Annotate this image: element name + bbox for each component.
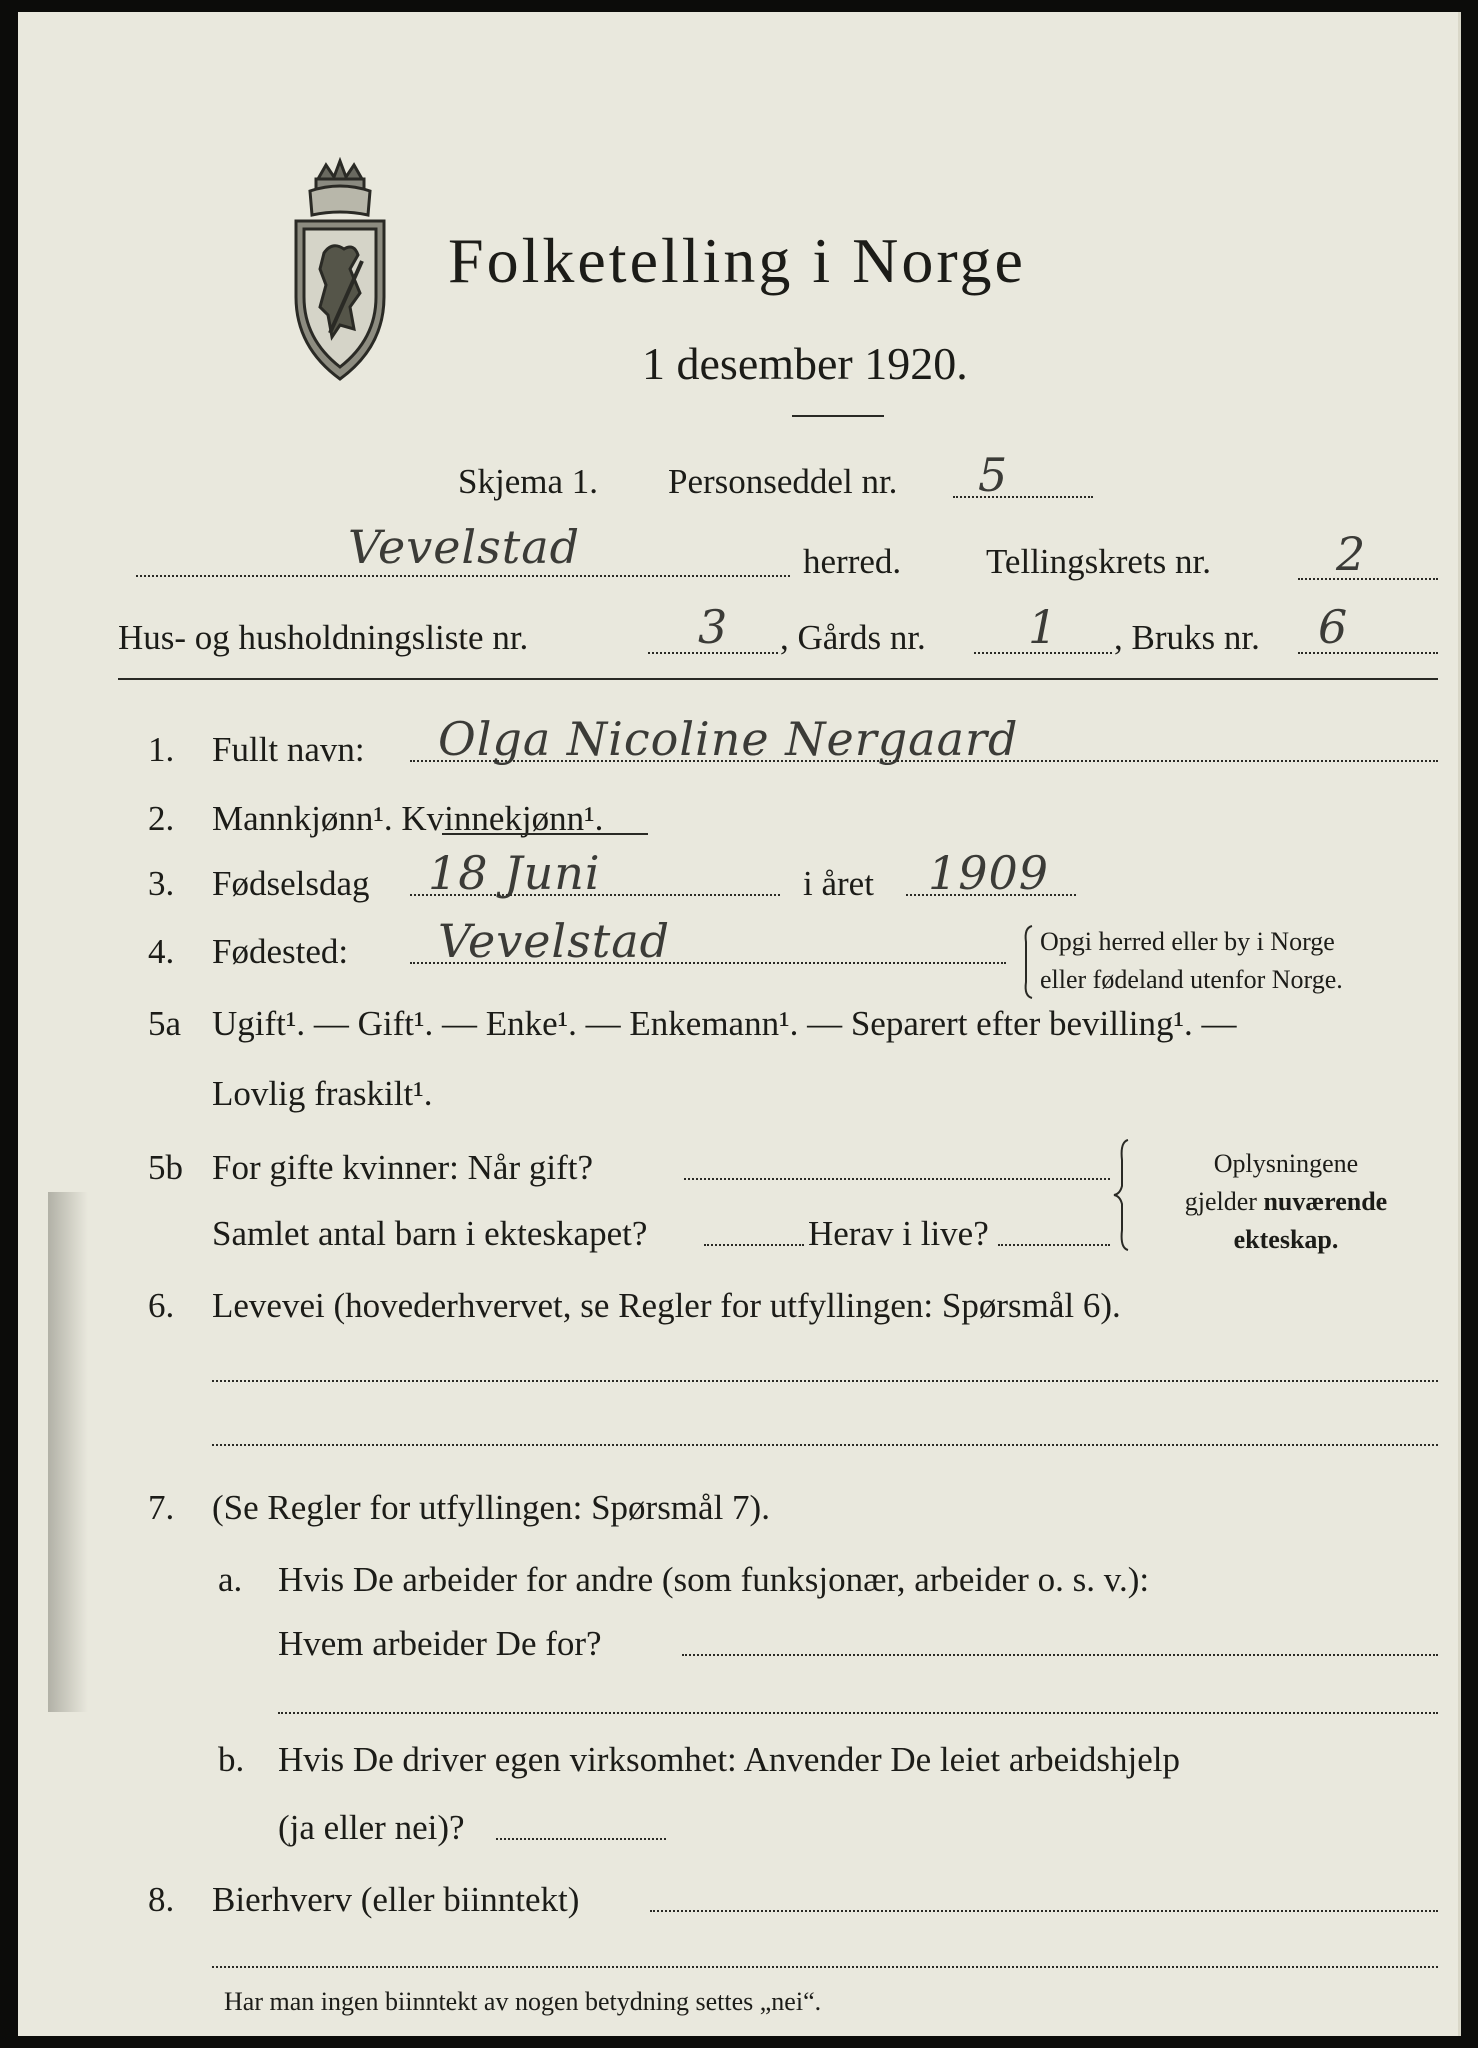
children-alive-label: Herav i live? [808,1214,989,1253]
married-when-dotted-line [684,1178,1110,1180]
census-form-paper [18,12,1461,2036]
census-date: 1 desember 1920. [642,338,968,389]
birth-year-value[interactable]: 1909 [928,846,1050,900]
q5b-note-gjelder: gjelder [1184,1187,1257,1216]
q7-label: (Se Regler for utfyllingen: Spørsmål 7). [212,1488,770,1527]
q3-label: Fødselsdag [212,864,370,903]
herred-label: herred. [803,542,902,581]
tellingskrets-label: Tellingskrets nr. [986,542,1212,581]
q5b-note-line3: ekteskap. [1233,1225,1339,1254]
side-income-dotted-line[interactable] [650,1910,1438,1912]
q4-number: 4. [148,932,175,971]
children-count-dotted-line [704,1244,804,1246]
hus-label: Hus- og husholdningsliste nr. [118,618,529,657]
q5b-number: 5b [148,1148,183,1187]
section-divider [118,678,1438,680]
employer-dotted-line[interactable] [682,1654,1438,1656]
birthdate-value[interactable]: 18 Juni [428,846,601,900]
q1-label: Fullt navn: [212,730,365,769]
q5b-note-line1: Oplysningene [1213,1149,1359,1178]
full-name-value[interactable]: Olga Nicoline Nergaard [438,712,1019,766]
personseddel-dotted-line [953,496,1093,498]
birthplace-dotted-line [410,962,1006,964]
personseddel-value[interactable]: 5 [978,448,1009,502]
marital-status-options-line2[interactable]: Lovlig fraskilt¹. [212,1074,433,1113]
q4-label: Fødested: [212,932,349,971]
q7a-line1: Hvis De arbeider for andre (som funksjonær, arbeider o. s. v.): [278,1560,1150,1599]
children-count-label: Samlet antal barn i ekteskapet? [212,1214,648,1253]
title-divider [792,415,884,417]
birth-year-label: i året [803,864,874,903]
birthdate-dotted-line [410,894,780,896]
birth-year-dotted-line [906,894,1076,896]
full-name-dotted-line [410,760,1438,762]
q5b-note-brace-icon [1112,1138,1134,1252]
birthplace-value[interactable]: Vevelstad [438,914,671,968]
q5a-number: 5a [148,1004,182,1043]
gards-value[interactable]: 1 [1028,600,1059,654]
q7b-line1: Hvis De driver egen virksomhet: Anvender De leiet arbeidshjelp [278,1740,1180,1779]
tellingskrets-dotted-line [1298,578,1438,580]
side-income-dotted-line-2[interactable] [212,1966,1438,1968]
q8-label: Bierhverv (eller biinntekt) [212,1880,580,1919]
q6-label: Levevei (hovederhvervet, se Regler for utfyllingen: Spørsmål 6). [212,1286,1121,1325]
form-title: Folketelling i Norge [448,225,1026,296]
hus-value[interactable]: 3 [698,600,729,654]
paper-fold-shadow [48,1192,88,1712]
q5b-note-line2 [1136,1184,1436,1220]
bruks-label: , Bruks nr. [1114,618,1260,657]
tellingskrets-value[interactable]: 2 [1336,527,1367,581]
personseddel-label: Personseddel nr. [668,462,898,501]
q4-note-brace-icon [1018,924,1036,1000]
q5b-note-nuvaerende: nuværende [1263,1187,1388,1216]
kvinnekjonn-underline [442,833,648,835]
marital-status-options[interactable]: Ugift¹. — Gift¹. — Enke¹. — Enkemann¹. — Separert efter bevilling¹. — [212,1004,1237,1043]
employer-dotted-line-2[interactable] [278,1712,1438,1714]
children-alive-dotted-line [998,1244,1110,1246]
hired-help-dotted-line[interactable] [496,1838,666,1840]
sex-options[interactable]: Mannkjønn¹. Kvinnekjønn¹. [212,799,604,838]
employer-label: Hvem arbeider De for? [278,1624,602,1663]
q7b-letter: b. [218,1740,245,1779]
q8-number: 8. [148,1880,175,1919]
q4-note-line1: Opgi herred eller by i Norge [1040,927,1335,956]
q6-number: 6. [148,1286,175,1325]
occupation-dotted-line-2[interactable] [212,1444,1438,1446]
bruks-value[interactable]: 6 [1318,600,1349,654]
married-when-label: For gifte kvinner: Når gift? [212,1148,594,1187]
q2-number: 2. [148,799,175,838]
occupation-dotted-line-1[interactable] [212,1380,1438,1382]
q1-number: 1. [148,730,175,769]
footer-note: Har man ingen biinntekt av nogen betydning settes „nei“. [224,1987,822,2016]
norwegian-coat-of-arms-icon [280,157,400,387]
bruks-dotted-line [1298,652,1438,654]
gards-label: , Gårds nr. [780,618,926,657]
q7-number: 7. [148,1488,175,1527]
schema-label: Skjema 1. [458,462,598,501]
hired-help-label: (ja eller nei)? [278,1808,465,1847]
q7a-letter: a. [218,1560,243,1599]
q3-number: 3. [148,864,175,903]
q4-note-line2: eller fødeland utenfor Norge. [1040,965,1343,994]
hus-dotted-line [648,652,778,654]
gards-dotted-line [974,652,1112,654]
herred-dotted-line [136,575,790,577]
herred-value[interactable]: Vevelstad [348,520,581,574]
